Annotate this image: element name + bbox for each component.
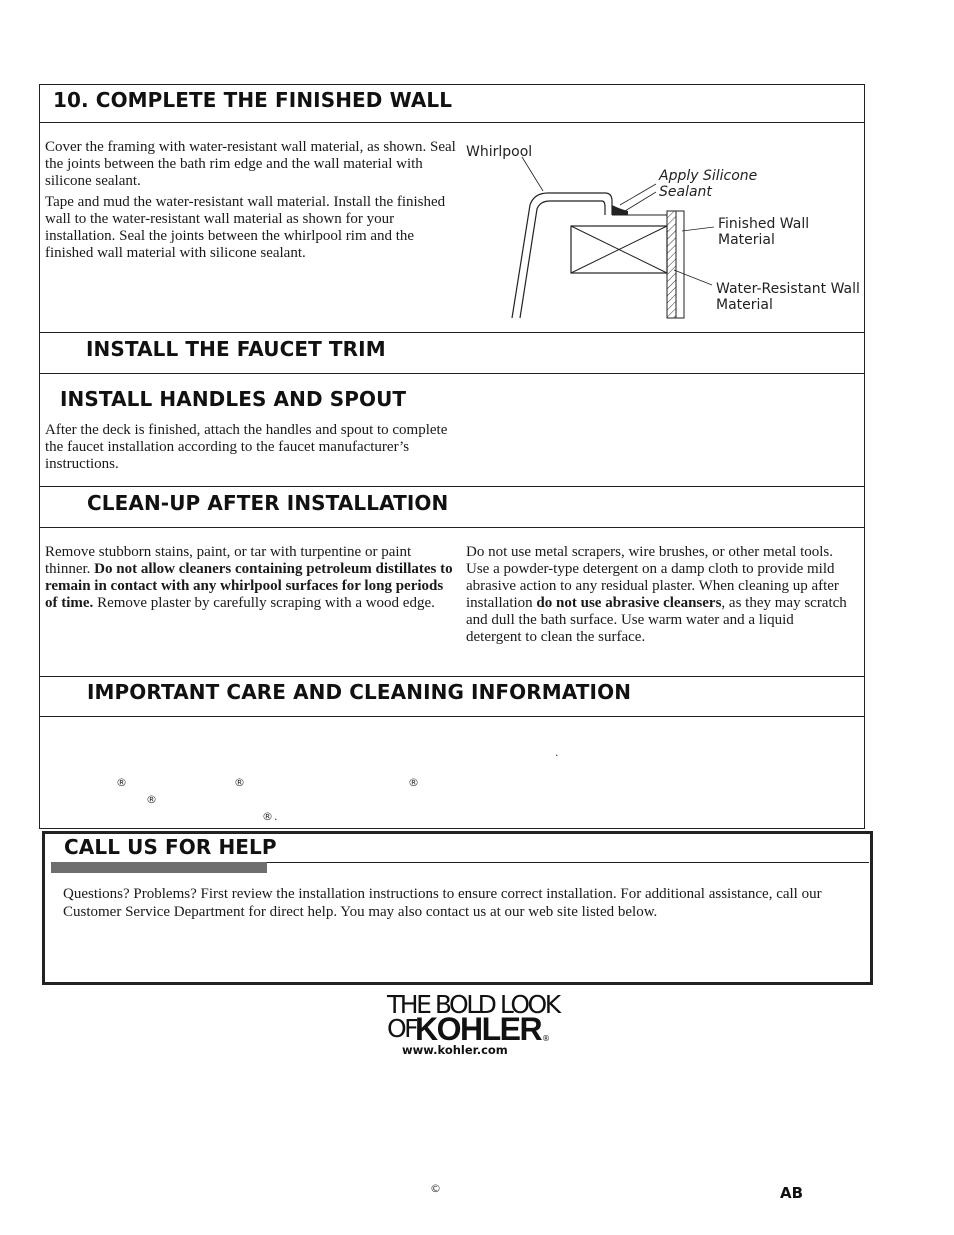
sealant-bead	[612, 205, 628, 215]
registered-mark: ®	[262, 810, 273, 823]
logo-tagline: THE BOLD LOOK	[387, 990, 559, 1019]
text-run: Do not use metal scrapers, wire brushes, or other metal tools. Use a powder-type detergent on a damp cloth to provide mild abrasive action to any residual plaster. When cleaning up after installation	[466, 544, 839, 611]
divider	[39, 373, 865, 374]
logo-of: OF	[387, 1014, 417, 1043]
logo-registered: ®	[542, 1034, 550, 1043]
text-run: Remove plaster by carefully scraping with a wood edge.	[93, 595, 435, 611]
registered-mark: ®	[116, 776, 127, 789]
registered-mark: ®	[146, 793, 157, 806]
divider	[39, 122, 865, 123]
document-code: AB	[780, 1184, 804, 1202]
section-title: CLEAN-UP AFTER INSTALLATION	[87, 491, 449, 515]
section-title: INSTALL THE FAUCET TRIM	[86, 337, 386, 361]
water-resistant-label-line: Water-Resistant Wall	[716, 281, 860, 297]
sealant-label	[659, 168, 757, 200]
copyright-symbol: ©	[430, 1182, 441, 1195]
section-title: CALL US FOR HELP	[64, 835, 277, 859]
divider	[39, 527, 865, 528]
logo-brand: KOHLER	[415, 1011, 542, 1047]
finished-wall-label-line: Material	[718, 232, 775, 248]
stray-period: .	[274, 810, 278, 823]
sealant-label-line: Apply Silicone	[659, 168, 758, 184]
section-title: 10. COMPLETE THE FINISHED WALL	[53, 88, 453, 112]
paragraph: Tape and mud the water-resistant wall material. Install the finished wall to the water-resistant wall material as shown for your installation. Seal the joints between the whirlpool rim and the finished wall material with silicone sealant.	[45, 194, 446, 261]
finished-wall-label-line: Finished Wall	[718, 216, 810, 232]
divider	[39, 716, 865, 717]
faucet-text: After the deck is finished, attach the handles and spout to complete the faucet installation according to the faucet manufacturer’s instructions.	[45, 422, 448, 472]
finished-wall	[676, 211, 684, 318]
cleanup-right-text	[466, 544, 848, 646]
help-text: Questions? Problems? First review the installation instructions to ensure correct installation. For additional assistance, call our Customer Service Department for direct help. You may also contact us at our web site listed below.	[63, 886, 822, 920]
stray-period: .	[555, 746, 559, 759]
water-resistant-wall	[667, 211, 676, 318]
warning-text: do not use abrasive cleansers	[536, 595, 722, 611]
help-title-accent	[51, 862, 267, 873]
subsection-title: INSTALL HANDLES AND SPOUT	[60, 387, 407, 411]
section-body	[45, 139, 457, 266]
water-resistant-label-line: Material	[716, 297, 773, 313]
water-resistant-label	[716, 281, 860, 313]
whirlpool-label: Whirlpool	[466, 144, 533, 160]
warning-text: Do not allow cleaners containing petroleum distillates to remain in contact with any whirlpool surfaces for long periods of time.	[45, 561, 453, 611]
section-title: IMPORTANT CARE AND CLEANING INFORMATION	[87, 680, 632, 704]
finished-wall-label	[718, 216, 809, 248]
cleanup-left-text	[45, 544, 455, 612]
text-run: Remove stubborn stains, paint, or tar with turpentine or paint thinner.	[45, 544, 412, 577]
registered-mark: ®	[408, 776, 419, 789]
website-link[interactable]: www.kohler.com	[402, 1043, 508, 1057]
text-run: , as they may scratch and dull the bath surface. Use warm water and a liquid detergent to clean the surface.	[466, 595, 847, 645]
paragraph: Cover the framing with water-resistant wall material, as shown. Seal the joints between the bath rim edge and the wall material with silicone sealant.	[45, 139, 456, 189]
sealant-label-line: Sealant	[659, 184, 712, 200]
registered-mark: ®	[234, 776, 245, 789]
kohler-logo	[385, 990, 559, 1060]
